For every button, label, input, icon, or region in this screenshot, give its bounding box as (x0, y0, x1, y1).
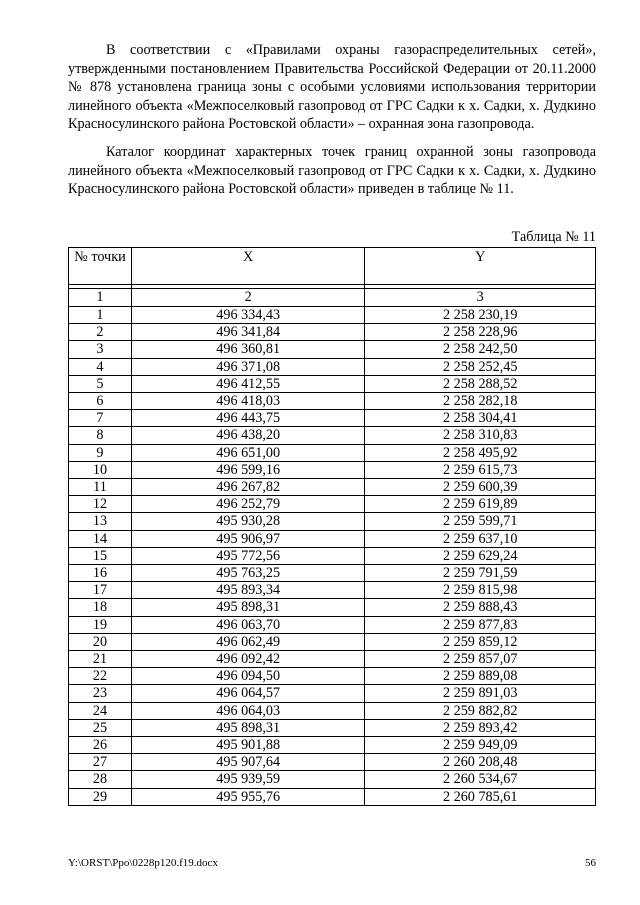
cell-x: 496 252,79 (131, 496, 365, 513)
header-point-number: № точки (69, 248, 132, 285)
cell-point-number: 20 (69, 633, 132, 650)
table-row (69, 702, 596, 719)
cell-point-number: 11 (69, 479, 132, 496)
table-row (69, 358, 596, 375)
cell-x: 496 412,55 (131, 375, 365, 392)
table-row (69, 719, 596, 736)
table-row (69, 513, 596, 530)
cell-x: 495 906,97 (131, 530, 365, 547)
cell-point-number: 6 (69, 393, 132, 410)
footer-page-number: 56 (585, 857, 596, 869)
cell-point-number: 1 (69, 307, 132, 324)
cell-point-number: 16 (69, 565, 132, 582)
column-number: 2 (131, 289, 365, 307)
cell-point-number: 19 (69, 616, 132, 633)
cell-point-number: 7 (69, 410, 132, 427)
cell-x: 495 930,28 (131, 513, 365, 530)
cell-point-number: 21 (69, 651, 132, 668)
cell-y: 2 259 615,73 (365, 461, 596, 478)
table-row (69, 565, 596, 582)
table-row (69, 324, 596, 341)
catalog-paragraph: Каталог координат характерных точек границ охранной зоны газопровода линейного объекта «Межпоселковый газопровод от ГРС Садки к х. Садки, х. Дудкино Красносулинского района Ростовской области» приведен в таблице № 11. (68, 144, 596, 198)
cell-x: 496 267,82 (131, 479, 365, 496)
coordinates-table (68, 247, 596, 806)
cell-point-number: 17 (69, 582, 132, 599)
cell-point-number: 3 (69, 341, 132, 358)
cell-x: 495 898,31 (131, 719, 365, 736)
cell-y: 2 259 815,98 (365, 582, 596, 599)
cell-x: 495 893,34 (131, 582, 365, 599)
cell-x: 496 651,00 (131, 444, 365, 461)
table-caption: Таблица № 11 (511, 229, 596, 245)
column-number: 1 (69, 289, 132, 307)
cell-x: 496 418,03 (131, 393, 365, 410)
table-row (69, 616, 596, 633)
cell-point-number: 25 (69, 719, 132, 736)
cell-x: 496 371,08 (131, 358, 365, 375)
table-row (69, 496, 596, 513)
cell-point-number: 8 (69, 427, 132, 444)
cell-x: 496 334,43 (131, 307, 365, 324)
cell-y: 2 258 304,41 (365, 410, 596, 427)
cell-y: 2 260 534,67 (365, 771, 596, 788)
cell-point-number: 14 (69, 530, 132, 547)
cell-x: 496 360,81 (131, 341, 365, 358)
cell-point-number: 13 (69, 513, 132, 530)
cell-y: 2 258 495,92 (365, 444, 596, 461)
cell-point-number: 27 (69, 754, 132, 771)
cell-y: 2 260 208,48 (365, 754, 596, 771)
cell-x: 496 064,03 (131, 702, 365, 719)
table-row (69, 393, 596, 410)
cell-y: 2 259 882,82 (365, 702, 596, 719)
cell-y: 2 258 310,83 (365, 427, 596, 444)
cell-y: 2 259 949,09 (365, 737, 596, 754)
table-row (69, 530, 596, 547)
cell-x: 496 062,49 (131, 633, 365, 650)
table-row (69, 427, 596, 444)
cell-x: 495 901,88 (131, 737, 365, 754)
cell-y: 2 259 637,10 (365, 530, 596, 547)
table-row (69, 668, 596, 685)
cell-y: 2 258 230,19 (365, 307, 596, 324)
cell-y: 2 259 619,89 (365, 496, 596, 513)
cell-x: 496 064,57 (131, 685, 365, 702)
cell-y: 2 259 859,12 (365, 633, 596, 650)
cell-point-number: 22 (69, 668, 132, 685)
table-row (69, 461, 596, 478)
table-row (69, 547, 596, 564)
table-row (69, 307, 596, 324)
cell-point-number: 12 (69, 496, 132, 513)
cell-point-number: 2 (69, 324, 132, 341)
cell-x: 495 898,31 (131, 599, 365, 616)
table-row (69, 754, 596, 771)
table-row (69, 375, 596, 392)
cell-x: 496 443,75 (131, 410, 365, 427)
table-row (69, 341, 596, 358)
cell-point-number: 15 (69, 547, 132, 564)
cell-point-number: 4 (69, 358, 132, 375)
cell-x: 496 438,20 (131, 427, 365, 444)
cell-y: 2 258 242,50 (365, 341, 596, 358)
cell-y: 2 259 599,71 (365, 513, 596, 530)
cell-y: 2 259 877,83 (365, 616, 596, 633)
cell-point-number: 26 (69, 737, 132, 754)
cell-y: 2 258 282,18 (365, 393, 596, 410)
cell-x: 495 772,56 (131, 547, 365, 564)
cell-point-number: 29 (69, 788, 132, 805)
cell-y: 2 260 785,61 (365, 788, 596, 805)
cell-x: 496 341,84 (131, 324, 365, 341)
header-y: Y (365, 248, 596, 285)
cell-y: 2 259 891,03 (365, 685, 596, 702)
table-row (69, 582, 596, 599)
table-row (69, 599, 596, 616)
header-x: X (131, 248, 365, 285)
cell-y: 2 259 889,08 (365, 668, 596, 685)
cell-y: 2 259 857,07 (365, 651, 596, 668)
cell-y: 2 259 888,43 (365, 599, 596, 616)
cell-x: 495 955,76 (131, 788, 365, 805)
cell-y: 2 259 629,24 (365, 547, 596, 564)
cell-y: 2 258 228,96 (365, 324, 596, 341)
cell-y: 2 259 600,39 (365, 479, 596, 496)
intro-paragraph: В соответствии с «Правилами охраны газораспределительных сетей», утвержденными постановлением Правительства Российской Федерации от 20.11.2000 № 878 установлена граница зоны с особыми условиями использования территории линейного объекта «Межпоселковый газопровод от ГРС Садки к х. Садки, х. Дудкино Красносулинского района Ростовской области» – охранная зона газопровода. (68, 42, 596, 133)
cell-point-number: 28 (69, 771, 132, 788)
table-row (69, 685, 596, 702)
cell-point-number: 10 (69, 461, 132, 478)
cell-x: 496 599,16 (131, 461, 365, 478)
table-row (69, 479, 596, 496)
cell-point-number: 23 (69, 685, 132, 702)
cell-y: 2 258 288,52 (365, 375, 596, 392)
cell-x: 496 094,50 (131, 668, 365, 685)
cell-x: 495 907,64 (131, 754, 365, 771)
cell-x: 495 939,59 (131, 771, 365, 788)
table-row (69, 651, 596, 668)
table-row (69, 410, 596, 427)
table-row (69, 737, 596, 754)
table-row (69, 444, 596, 461)
table-row (69, 771, 596, 788)
table-row (69, 788, 596, 805)
cell-x: 496 063,70 (131, 616, 365, 633)
cell-y: 2 258 252,45 (365, 358, 596, 375)
cell-y: 2 259 893,42 (365, 719, 596, 736)
cell-point-number: 18 (69, 599, 132, 616)
column-number: 3 (365, 289, 596, 307)
cell-x: 495 763,25 (131, 565, 365, 582)
cell-x: 496 092,42 (131, 651, 365, 668)
footer-file-path: Y:\ORST\Ppo\0228p120.f19.docx (68, 857, 218, 869)
table-row (69, 633, 596, 650)
cell-point-number: 24 (69, 702, 132, 719)
cell-point-number: 5 (69, 375, 132, 392)
cell-point-number: 9 (69, 444, 132, 461)
cell-y: 2 259 791,59 (365, 565, 596, 582)
